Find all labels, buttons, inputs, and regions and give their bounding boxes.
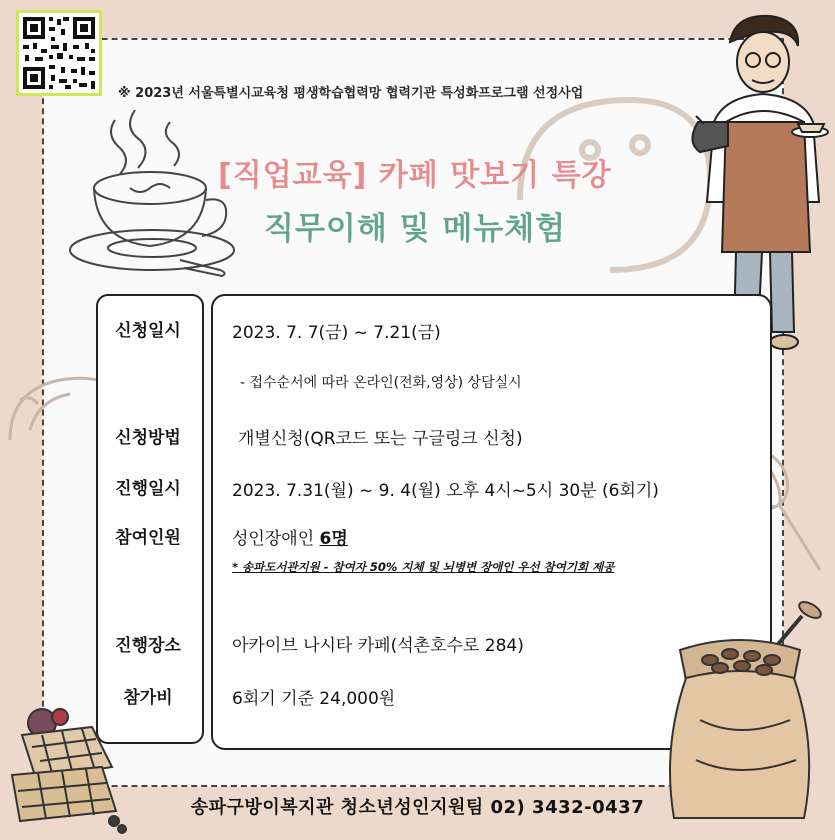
value-apply-method: 개별신청(QR코드 또는 구글링크 신청): [238, 429, 523, 449]
participants-count: 6명: [319, 529, 348, 549]
value-venue: 아카이브 나시타 카페(석촌호수로 284): [232, 636, 524, 656]
title-line-2: 직무이해 및 메뉴체험: [264, 211, 567, 247]
value-schedule: 2023. 7.31(월) ~ 9. 4(월) 오후 4시~5시 30분 (6회기): [232, 481, 659, 501]
footer-contact: 송파구방이복지관 청소년성인지원팀 02) 3432-0437: [190, 797, 645, 818]
participants-note: * 송파도서관지원 - 참여자 50% 지체 및 뇌병변 장애인 우선 참여기회 제공: [232, 560, 615, 574]
title-line-1: [직업교육] 카페 맛보기 특강: [218, 158, 612, 193]
apply-note: - 접수순서에 따라 온라인(전화,영상) 상담실시: [240, 375, 522, 391]
qr-code[interactable]: [16, 10, 102, 96]
label-fee: 참가비: [123, 688, 173, 708]
label-venue: 진행장소: [115, 636, 181, 656]
label-apply-method: 신청방법: [115, 428, 181, 448]
label-schedule: 진행일시: [115, 479, 181, 499]
coffee-cup-icon: [60, 100, 240, 280]
label-apply-period: 신청일시: [115, 321, 181, 341]
label-participants: 참여인원: [115, 528, 181, 548]
notice-text: ※ 2023년 서울특별시교육청 평생학습협력망 협력기관 특성화프로그램 선정사업: [118, 86, 584, 101]
value-fee: 6회기 기준 24,000원: [232, 689, 396, 709]
participants-prefix: 성인장애인: [232, 529, 320, 549]
value-apply-period: 2023. 7. 7(금) ~ 7.21(금): [232, 323, 441, 343]
value-participants: [232, 524, 348, 549]
label-column: [96, 294, 204, 744]
